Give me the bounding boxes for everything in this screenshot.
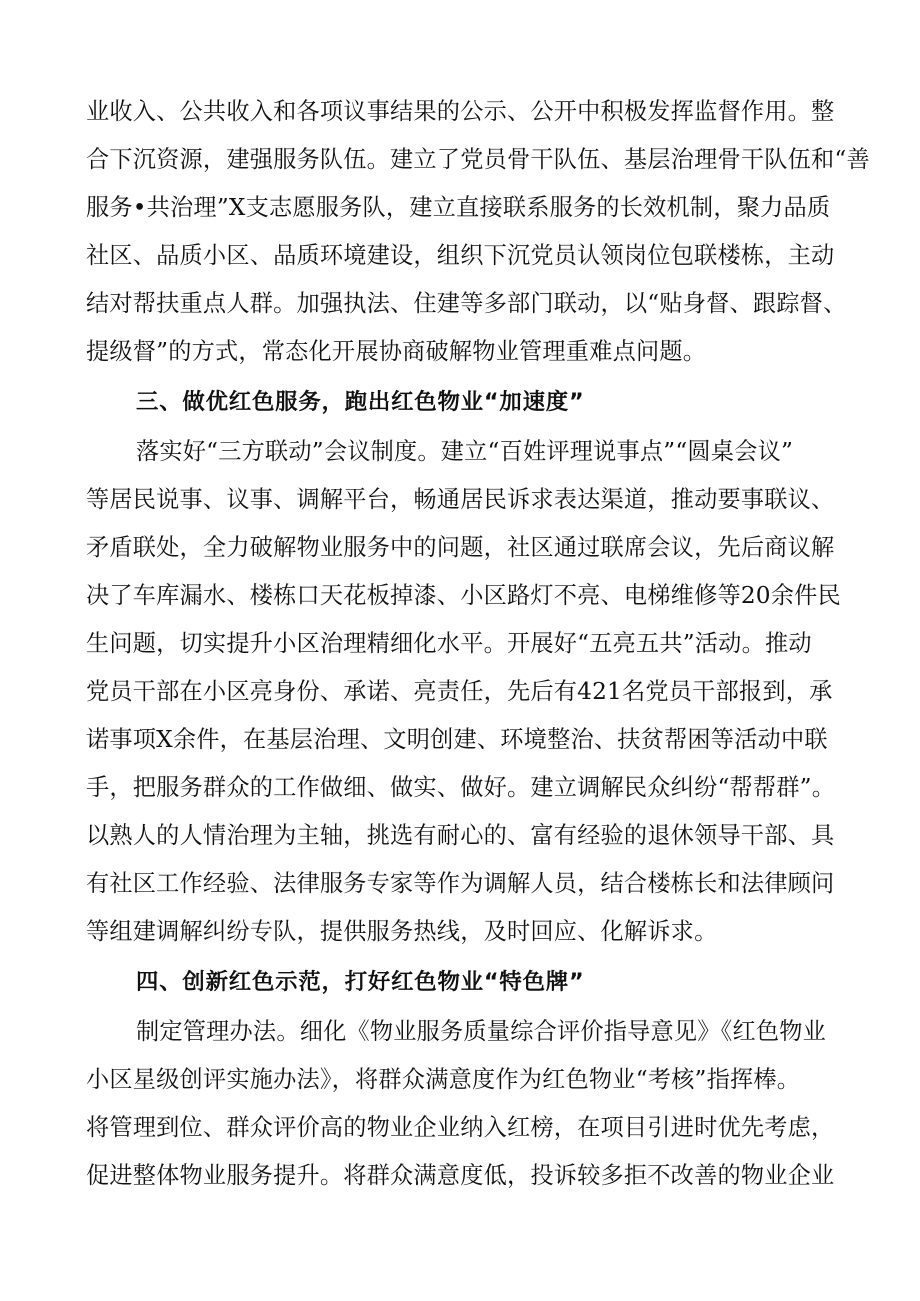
text-line: 矛盾联处，全力破解物业服务中的问题，社区通过联席会议，先后商议解 [86, 534, 835, 561]
text-line: 合下沉资源，建强服务队伍。建立了党员骨干队伍、基层治理骨干队伍和“善 [86, 146, 870, 173]
text-line: 等居民说事、议事、调解平台，畅通居民诉求表达渠道，推动要事联议、 [86, 486, 835, 513]
section-heading: 四、创新红色示范，打好红色物业“特色牌” [136, 969, 585, 995]
text-line: 将管理到位、群众评价高的物业企业纳入红榜，在项目引进时优先考虑， [86, 1114, 835, 1141]
text-line: 手，把服务群众的工作做细、做实、做好。建立调解民众纠纷“帮帮群”。 [86, 774, 836, 801]
text-line: 等组建调解纠纷专队，提供服务热线，及时回应、化解诉求。 [86, 918, 718, 945]
text-line: 以熟人的人情治理为主轴，挑选有耐心的、富有经验的退休领导干部、具 [86, 822, 835, 849]
text-line: 有社区工作经验、法律服务专家等作为调解人员，结合楼栋长和法律顾问 [86, 870, 835, 897]
text-line: 促进整体物业服务提升。将群众满意度低，投诉较多拒不改善的物业企业 [86, 1162, 835, 1189]
text-line: 服务•共治理”X支志愿服务队，建立直接联系服务的长效机制，聚力品质 [86, 194, 831, 221]
text-line: 社区、品质小区、品质环境建设，组织下沉党员认领岗位包联楼栋，主动 [86, 242, 835, 269]
text-line: 决了车库漏水、楼栋口天花板掉漆、小区路灯不亮、电梯维修等20余件民 [86, 582, 841, 609]
text-line: 小区星级创评实施办法》，将群众满意度作为红色物业“考核”指挥棒。 [86, 1066, 801, 1093]
text-line: 提级督”的方式，常态化开展协商破解物业管理重难点问题。 [86, 338, 707, 365]
text-line: 制定管理办法。细化《物业服务质量综合评价指导意见》《红色物业 [136, 1018, 827, 1045]
text-line: 业收入、公共收入和各项议事结果的公示、公开中积极发挥监督作用。整 [86, 98, 835, 125]
text-line: 落实好“三方联动”会议制度。建立“百姓评理说事点”“圆桌会议” [136, 438, 794, 465]
text-line: 结对帮扶重点人群。加强执法、住建等多部门联动，以“贴身督、跟踪督、 [86, 290, 847, 317]
text-line: 生问题，切实提升小区治理精细化水平。开展好“五亮五共”活动。推动 [86, 630, 812, 657]
text-line: 诺事项X余件，在基层治理、文明创建、环境整治、扶贫帮困等活动中联 [86, 726, 828, 753]
text-line: 党员干部在小区亮身份、承诺、亮责任，先后有421名党员干部报到，承 [86, 678, 833, 705]
section-heading: 三、做优红色服务，跑出红色物业“加速度” [136, 389, 585, 415]
